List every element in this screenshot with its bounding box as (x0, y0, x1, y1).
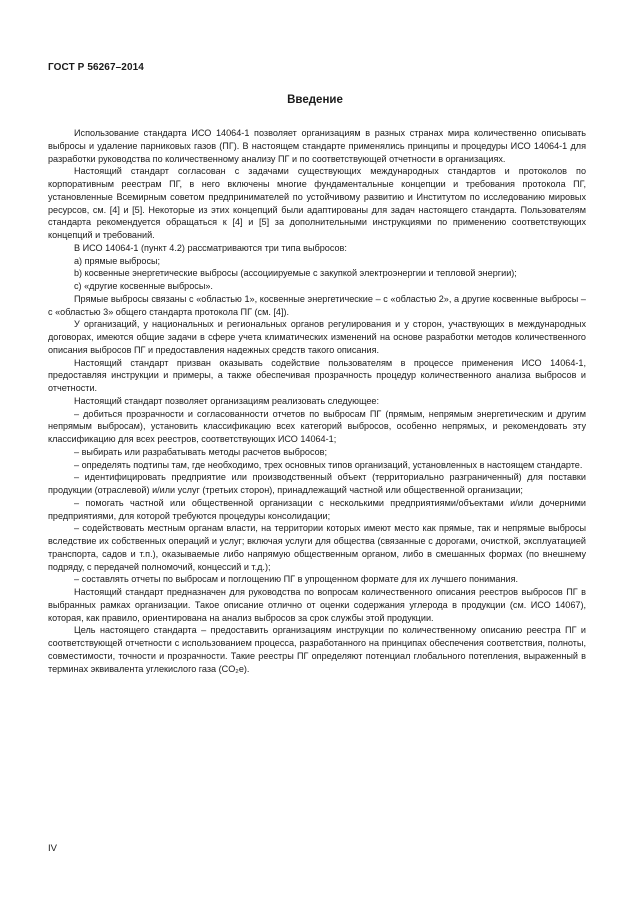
paragraph: Настоящий стандарт призван оказывать содействие пользователям в процессе применения ИСО 14064-1, предоставляя инструкции и примеры, а также обеспечивая прозрачность процедур количественного анализа выбросов и отчетности. (48, 357, 586, 393)
paragraph: Настоящий стандарт предназначен для руководства по вопросам количественного описания реестров выбросов ПГ в выбранных рамках организации. Такое описание отлично от оценки содержания углерода в продукции (см. ИСО 14067), которая, как правило, ориентирована на анализ выбросов за срок службы этой продукции. (48, 587, 586, 623)
list-item: – идентифицировать предприятие или производственный объект (территориально разграниченный) для поставки продукции (отраслевой) и/или услуг (третьих сторон), принадлежащий частной или общественной организации; (48, 472, 586, 495)
list-item: – определять подтипы там, где необходимо, трех основных типов организаций, установленных в настоящем стандарте. (74, 459, 583, 470)
paragraph: Прямые выбросы связаны с «областью 1», косвенные энергетические – с «областью 2», а другие косвенные выбросы – с «областью 3» общего стандарта протокола ПГ (см. [4]). (48, 293, 586, 317)
page-number: IV (48, 843, 57, 854)
document-body (48, 127, 586, 675)
list-item: – выбирать или разрабатывать методы расчетов выбросов; (74, 446, 328, 457)
list-item: b) косвенные энергетические выбросы (ассоциируемые с закупкой электроэнергии и тепловой энергии); (74, 268, 517, 279)
list-item: – содействовать местным органам власти, на территории которых имеют место как прямые, так и непрямые выбросы вследствие их собственных операций и услуг; включая услуги для общества (связанные с дорогами, очисткой, эксплуатацией транспорта, садов и т.п.), оказываемые либо напрямую общественным органом, либо в смешанных формах (по внешнему подряду, с передачей полномочий, концессий и т.д.); (48, 523, 586, 572)
list-item: – составлять отчеты по выбросам и поглощению ПГ в упрощенном формате для их лучшего понимания. (74, 574, 519, 585)
list-item: c) «другие косвенные выбросы». (74, 281, 213, 291)
list-item: – помогать частной или общественной организации с несколькими предприятиями/объектами и/или дочерними предприятиями, для которой требуются процедуры консолидации; (48, 497, 586, 521)
list-item: a) прямые выбросы; (74, 255, 161, 266)
paragraph: В ИСО 14064-1 (пункт 4.2) рассматриваются три типа выбросов: (74, 242, 347, 253)
document-code: ГОСТ Р 56267–2014 (48, 62, 144, 73)
paragraph: Цель настоящего стандарта – предоставить организациям инструкции по количественному описанию реестра ПГ и соответствующей отчетности с использованием процесса, разработанного на принципах обеспечения соответствия, полноты, совместимости, точности и прозрачности. Такие реестры ПГ определяют потенциал глобального потепления, выраженный в терминах эквивалента углекислого газа (CO₂e). (48, 625, 586, 674)
list-item: – добиться прозрачности и согласованности отчетов по выбросам ПГ (прямым, непрямым энергетическим и другим непрямым выбросам), установить классификацию всех категорий выбросов, особенно непрямых, и рекомендовать эту классификацию для всех реестров, соответствующих ИСО 14064-1; (48, 408, 586, 444)
paragraph: У организаций, у национальных и региональных органов регулирования и у сторон, участвующих в международных договорах, имеются общие задачи в сфере учета климатических изменений на основе разработки методов количественного описания выбросов ПГ и предоставления надежных средств такого описания. (48, 319, 586, 355)
section-title: Введение (287, 94, 343, 106)
paragraph: Использование стандарта ИСО 14064-1 позволяет организациям в разных странах мира количественно описывать выбросы и удаление парниковых газов (ПГ). В настоящем стандарте применялись принципы и процедуры ИСО 14064-1 для разработки руководства по количественному анализу ПГ и по соответствующей отчетности в организациях. (48, 128, 586, 164)
paragraph: Настоящий стандарт согласован с задачами существующих международных стандартов и протоколов по корпоративным реестрам ПГ, в него включены многие фундаментальные концепции и требования протокола ПГ, установленные Всемирным советом предпринимателей по устойчивому развитию и Институтом по исследованию мировых ресурсов, см. [4] и [5]. Некоторые из этих концепций были адаптированы для задач настоящего стандарта. Пользователям стандарта рекомендуется обращаться к [4] и [5] за дополнительными инструкциями по применению соответствующих концепций и требований. (48, 166, 586, 240)
paragraph: Настоящий стандарт позволяет организациям реализовать следующее: (74, 395, 380, 406)
